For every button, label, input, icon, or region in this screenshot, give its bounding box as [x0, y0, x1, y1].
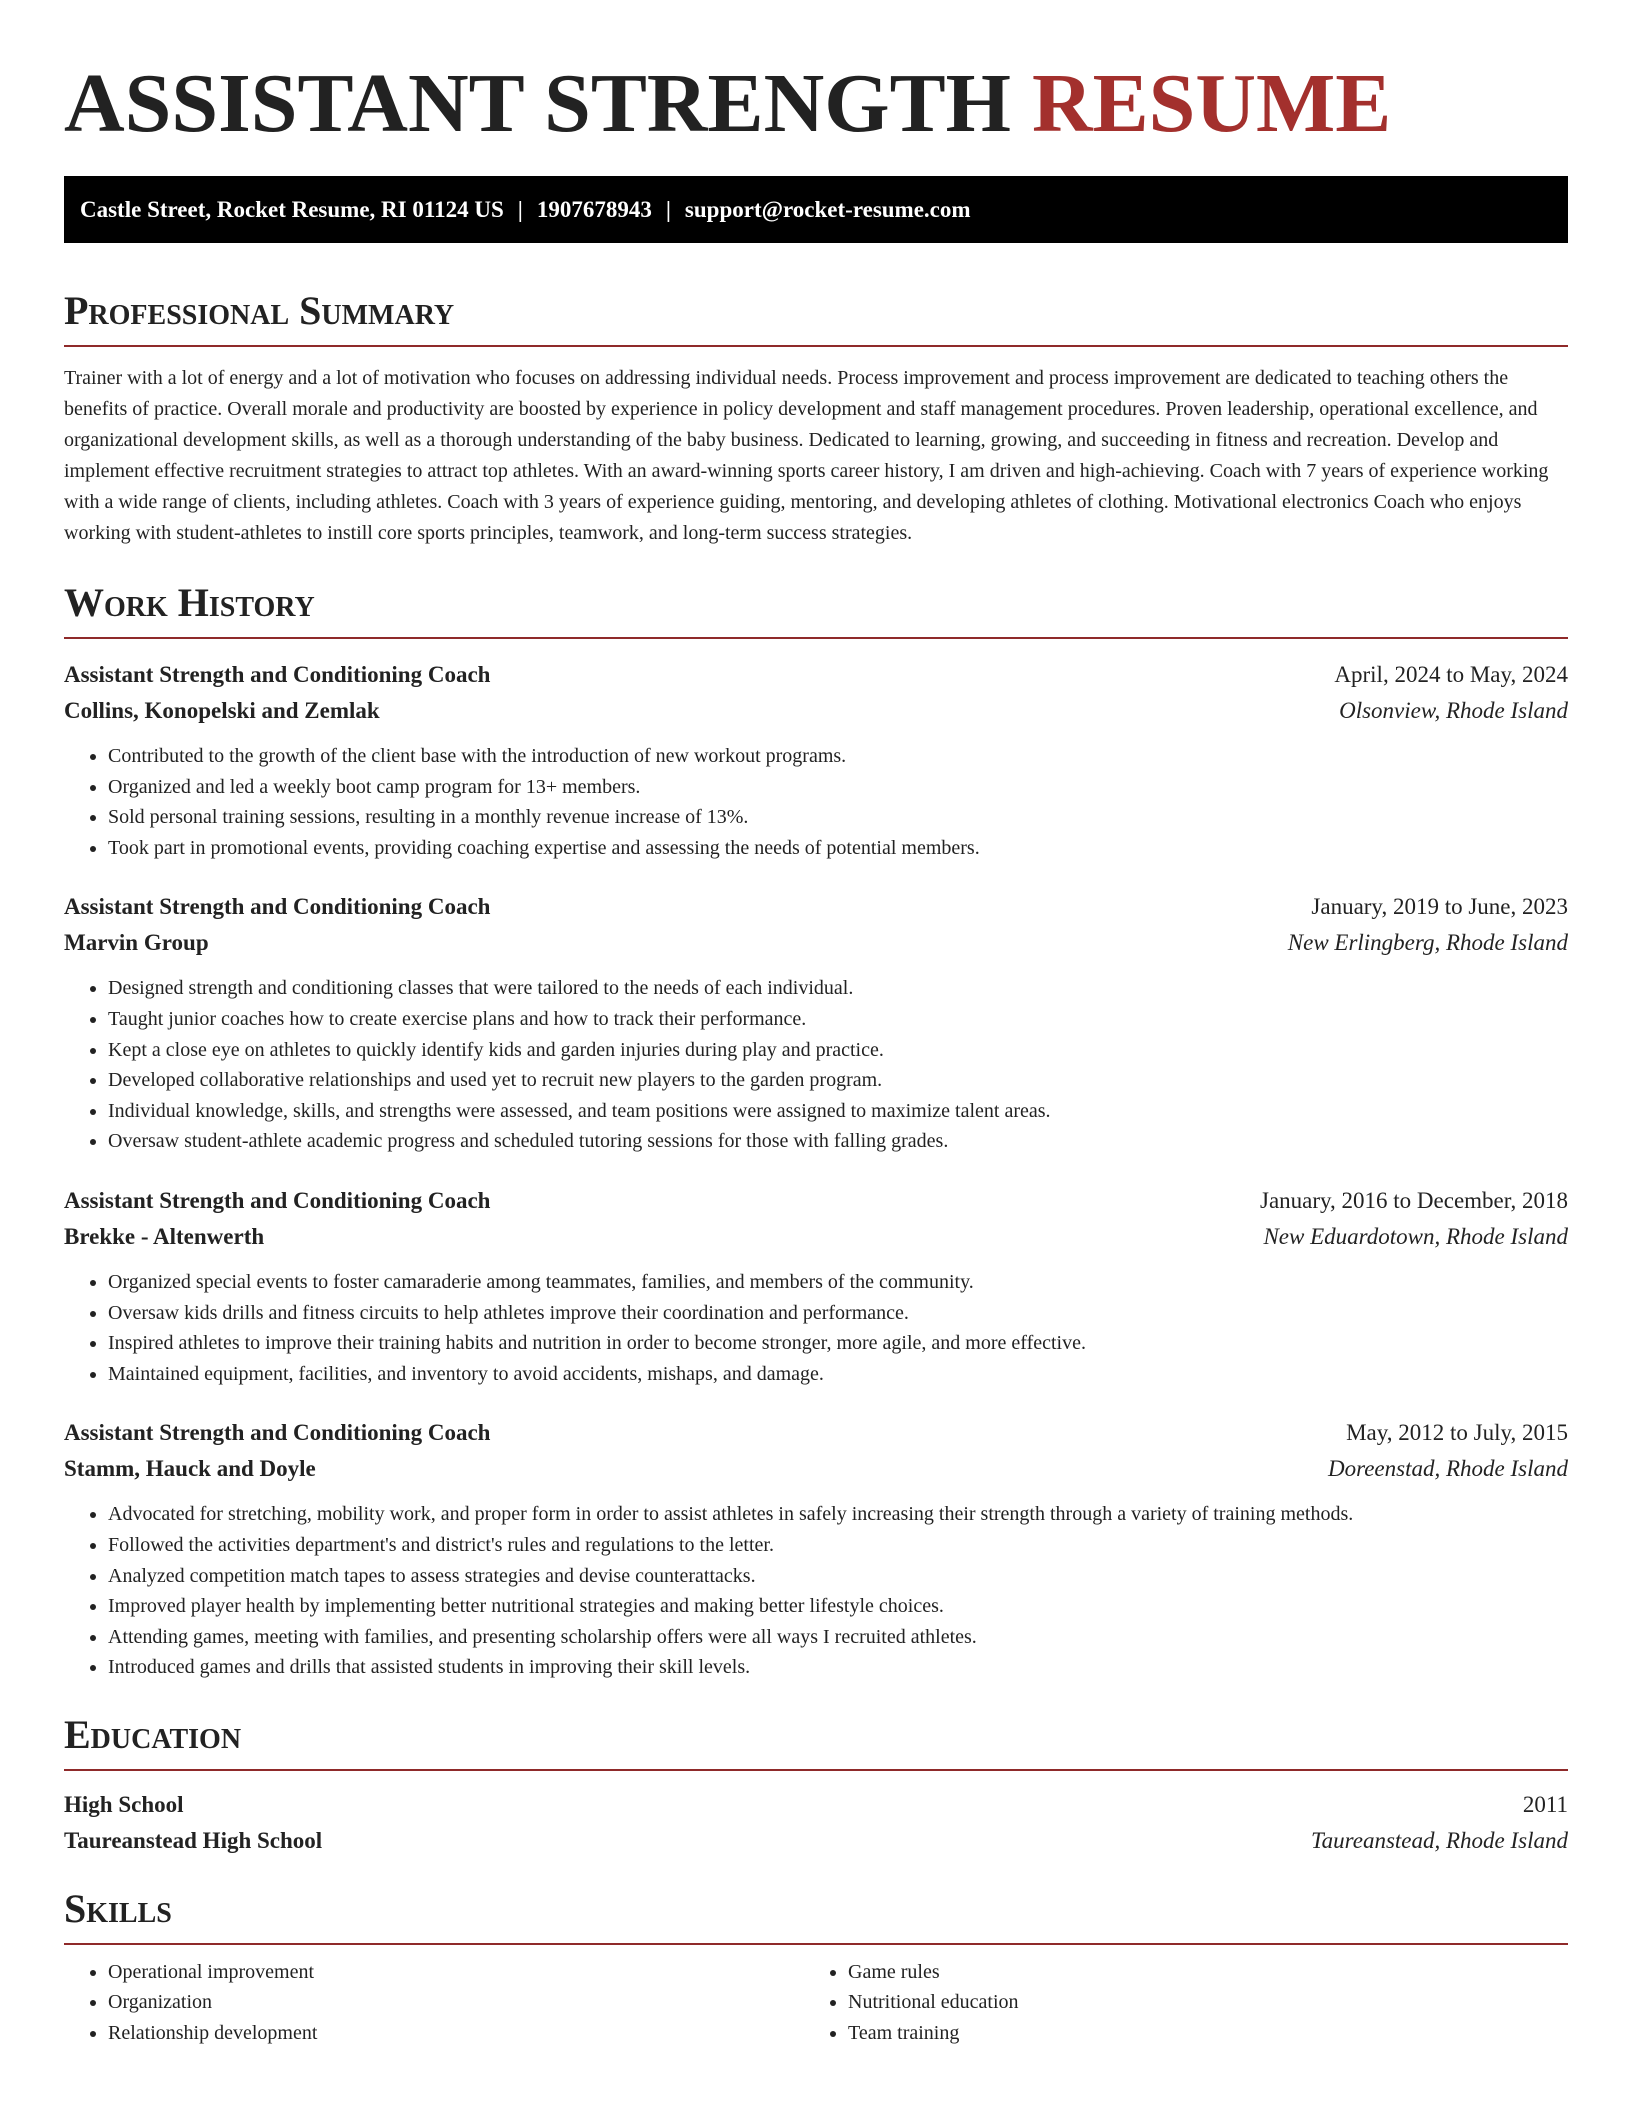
job-entry	[64, 1415, 1568, 1683]
contact-separator: |	[665, 197, 671, 222]
education-location: Taureanstead, Rhode Island	[1310, 1827, 1568, 1853]
education-school-row	[64, 1823, 1568, 1859]
job-bullet: • Oversaw student-athlete academic progress and scheduled tutoring sessions for those with falling grades.	[108, 1126, 1568, 1157]
contact-address: Castle Street, Rocket Resume, RI 01124 US	[80, 197, 504, 222]
job-dates: May, 2012 to July, 2015	[1346, 1420, 1568, 1446]
education-degree: High School	[64, 1791, 184, 1817]
job-location: New Erlingberg, Rhode Island	[1287, 930, 1568, 956]
job-bullet: • Developed collaborative relationships and used yet to recruit new players to the garden program.	[108, 1065, 1568, 1096]
skill-item: • Game rules	[848, 1957, 1544, 1988]
skills-list	[804, 1957, 1544, 2049]
job-location: Olsonview, Rhode Island	[1339, 698, 1568, 723]
job-bullet: • Maintained equipment, facilities, and inventory to avoid accidents, mishaps, and damage.	[108, 1359, 1568, 1390]
summary-text: Trainer with a lot of energy and a lot of motivation who focuses on addressing individual needs. Process improvement and process improvement are dedicated to teaching others the benefits of practice. Overall morale and productivity are boosted by experience in policy development and staff management procedures. Proven leadership, operational excellence, and organizational development skills, as well as a thorough understanding of the baby business. Dedicated to learning, growing, and succeeding in fitness and recreation. Develop and implement effective recruitment strategies to attract top athletes. With an award-winning sports career history, I am driven and high-achieving. Coach with 7 years of experience working with a wide range of clients, including athletes. Coach with 3 years of experience guiding, mentoring, and developing athletes of clothing. Motivational electronics Coach who enjoys working with student-athletes to instill core sports principles, teamwork, and long-term success strategies.	[64, 367, 1549, 544]
education-entry	[64, 1787, 1568, 1859]
job-bullet: • Introduced games and drills that assisted students in improving their skill levels.	[108, 1652, 1568, 1683]
education-degree-row	[64, 1787, 1568, 1823]
skill-item: • Team training	[848, 2018, 1544, 2049]
job-dates: April, 2024 to May, 2024	[1334, 662, 1568, 687]
skills-column-left	[64, 1957, 804, 2049]
job-bullet: • Improved player health by implementing better nutritional strategies and making better lifestyle choices.	[108, 1591, 1568, 1622]
skill-item: • Relationship development	[108, 2018, 804, 2049]
job-bullet: • Contributed to the growth of the client base with the introduction of new workout programs.	[108, 741, 1568, 772]
skill-item: • Nutritional education	[848, 1987, 1544, 2018]
contact-phone: 1907678943	[536, 197, 652, 222]
work-history-heading: Work History	[64, 579, 1568, 639]
summary-heading: Professional Summary	[64, 287, 1568, 347]
job-bullets	[64, 1267, 1568, 1389]
job-title: Assistant Strength and Conditioning Coach	[64, 662, 491, 687]
job-company-row	[64, 925, 1568, 961]
job-title: Assistant Strength and Conditioning Coach	[64, 1187, 491, 1213]
skills-heading: Skills	[64, 1885, 1568, 1945]
job-bullet: • Organized special events to foster camaraderie among teammates, families, and members of the community.	[108, 1267, 1568, 1298]
skill-item: • Organization	[108, 1987, 804, 2018]
job-bullet: • Individual knowledge, skills, and strengths were assessed, and team positions were assigned to maximize talent areas.	[108, 1096, 1568, 1127]
job-bullets	[64, 741, 1568, 863]
job-bullet: • Designed strength and conditioning classes that were tailored to the needs of each individual.	[108, 973, 1568, 1004]
skills-list	[64, 1957, 804, 2049]
job-bullet: • Advocated for stretching, mobility work, and proper form in order to assist athletes in safely increasing their strength through a variety of training methods.	[108, 1499, 1568, 1530]
education-heading: Education	[64, 1711, 1568, 1771]
skills-column-right	[804, 1957, 1544, 2049]
job-company: Stamm, Hauck and Doyle	[64, 1456, 316, 1482]
skill-item: • Operational improvement	[108, 1957, 804, 1988]
education-year: 2011	[1522, 1791, 1568, 1817]
job-title: Assistant Strength and Conditioning Coach	[64, 1420, 491, 1446]
job-title-row	[64, 889, 1568, 925]
job-title-row	[64, 1183, 1568, 1219]
job-title: Assistant Strength and Conditioning Coach	[64, 894, 491, 920]
contact-separator: |	[517, 197, 523, 222]
job-company: Collins, Konopelski and Zemlak	[64, 698, 380, 723]
resume-title	[64, 0, 1568, 176]
job-company: Brekke - Altenwerth	[64, 1223, 265, 1249]
contact-bar	[64, 176, 1568, 243]
job-title-row	[64, 1415, 1568, 1451]
job-company: Marvin Group	[64, 930, 209, 956]
job-bullet: • Sold personal training sessions, resulting in a monthly revenue increase of 13%.	[108, 802, 1568, 833]
job-bullet: • Followed the activities department's and district's rules and regulations to the letter.	[108, 1530, 1568, 1561]
job-company-row	[64, 693, 1568, 729]
job-location: Doreenstad, Rhode Island	[1328, 1456, 1568, 1482]
job-dates: January, 2016 to December, 2018	[1260, 1187, 1568, 1213]
job-bullets	[64, 973, 1568, 1157]
job-entry	[64, 657, 1568, 863]
job-dates: January, 2019 to June, 2023	[1311, 894, 1568, 920]
job-entry	[64, 889, 1568, 1157]
education-school: Taureanstead High School	[64, 1827, 323, 1853]
job-title-row	[64, 657, 1568, 693]
job-bullets	[64, 1499, 1568, 1683]
job-bullet: • Inspired athletes to improve their training habits and nutrition in order to become stronger, more agile, and more effective.	[108, 1328, 1568, 1359]
job-company-row	[64, 1219, 1568, 1255]
job-company-row	[64, 1451, 1568, 1487]
job-bullet: • Analyzed competition match tapes to assess strategies and devise counterattacks.	[108, 1561, 1568, 1592]
job-entry	[64, 1183, 1568, 1389]
job-bullet: • Took part in promotional events, providing coaching expertise and assessing the needs of potential members.	[108, 833, 1568, 864]
resume-page	[64, 0, 1568, 2049]
job-bullet: • Oversaw kids drills and fitness circuits to help athletes improve their coordination and performance.	[108, 1298, 1568, 1329]
job-bullet: • Organized and led a weekly boot camp program for 13+ members.	[108, 772, 1568, 803]
job-bullet: • Attending games, meeting with families, and presenting scholarship offers were all ways I recruited athletes.	[108, 1622, 1568, 1653]
job-bullet: • Taught junior coaches how to create exercise plans and how to track their performance.	[108, 1004, 1568, 1035]
title-main: ASSISTANT STRENGTH	[64, 57, 1011, 150]
title-accent: RESUME	[1031, 57, 1392, 150]
skills-grid	[64, 1957, 1568, 2049]
job-location: New Eduardotown, Rhode Island	[1263, 1223, 1568, 1249]
job-bullet: • Kept a close eye on athletes to quickly identify kids and garden injuries during play and practice.	[108, 1035, 1568, 1066]
contact-email: support@rocket-resume.com	[684, 197, 971, 222]
